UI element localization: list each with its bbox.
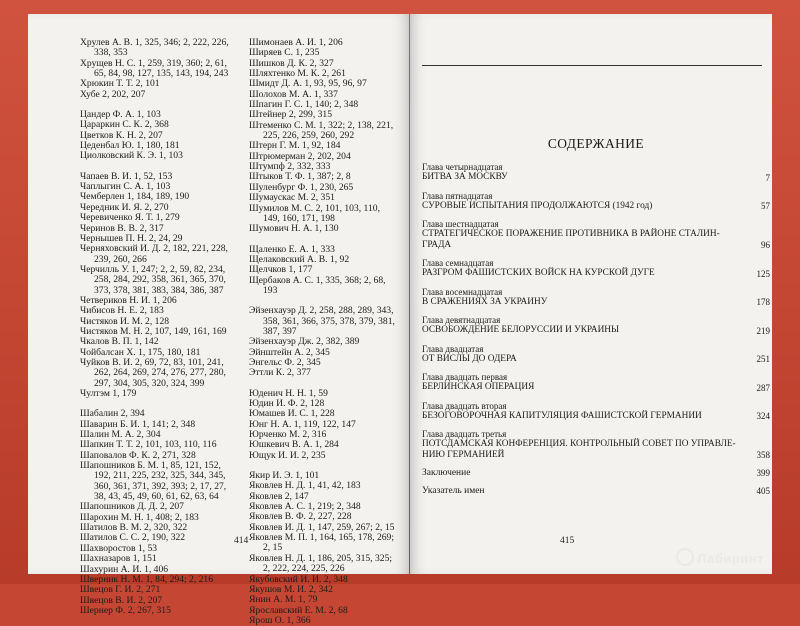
index-entry: Чистяков М. Н. 2, 107, 149, 161, 169	[80, 325, 227, 337]
index-entry: Шалин М. А. 2, 304	[80, 429, 161, 441]
index-entry: Ющук И. И. 2, 235	[249, 449, 326, 461]
watermark-logo	[676, 548, 764, 566]
toc-list	[422, 162, 770, 496]
index-entry: Хрулев А. В. 1, 325, 346; 2, 222, 226, 338, 353	[80, 37, 232, 59]
index-entry: Шолохов М. А. 1, 337	[249, 88, 338, 100]
toc-extra-title: Указатель имен	[422, 486, 485, 496]
index-entry: Шатилов В. М. 2, 320, 322	[80, 522, 188, 534]
toc-chapter-title: СУРОВЫЕ ИСПЫТАНИЯ ПРОДОЛЖАЮТСЯ (1942 год)	[422, 200, 653, 211]
right-page	[410, 14, 772, 574]
index-entry: Чемберлен 1, 184, 189, 190	[80, 191, 190, 203]
index-entry: Шумаускас М. 2, 351	[249, 192, 335, 204]
labirint-logo-icon	[676, 548, 694, 566]
index-entry: Энгельс Ф. 2, 345	[249, 356, 321, 368]
index-entry: Штумпф 2, 332, 333	[249, 161, 331, 173]
toc-title: СОДЕРЖАНИЕ	[547, 136, 645, 151]
index-entry: Янин А. М. 1, 79	[249, 594, 318, 606]
toc-page-number: 219	[756, 325, 770, 336]
index-entry: Циолковский К. Э. 1, 103	[80, 150, 183, 162]
toc-entry[interactable]	[422, 429, 770, 460]
index-entry: Шапкин Т. Т. 2, 101, 103, 110, 116	[80, 439, 217, 451]
toc-entry[interactable]	[422, 191, 770, 212]
page-number-left: 414	[234, 536, 249, 546]
page-number-right: 415	[560, 536, 575, 546]
index-entry: Юдин И. Ф. 2, 128	[249, 398, 325, 409]
index-entry: Эйзенхауэр Дж. 2, 382, 389	[249, 336, 360, 348]
index-entry: Шабалин 2, 394	[80, 408, 145, 420]
toc-page-number: 178	[756, 297, 770, 307]
index-entry: Яковлев 2, 147	[249, 490, 309, 502]
index-entry: Шахурин А. И. 1, 406	[80, 563, 169, 575]
toc-page-number: 324	[756, 411, 770, 421]
index-entry: Цандер Ф. А. 1, 103	[80, 109, 161, 121]
index-entry: Шляхтенко М. К. 2, 261	[249, 68, 346, 80]
index-entry: Штейнер 2, 299, 315	[249, 109, 333, 121]
index-entry: Юмашев И. С. 1, 228	[249, 408, 335, 420]
toc-chapter-title: БИТВА ЗА МОСКВУ	[422, 172, 508, 182]
index-entry: Чернышев П. Н. 2, 24, 29	[80, 232, 183, 244]
index-column-1	[80, 38, 230, 616]
index-entry: Шахназаров 1, 151	[80, 553, 157, 565]
index-entry: Хубе 2, 202, 207	[80, 88, 146, 100]
index-entry: Хрюкин Т. Т. 2, 101	[80, 78, 160, 90]
index-entry: Чапаев В. И. 1, 52, 153	[80, 170, 173, 182]
index-entry: Юшкевич В. А. 1, 284	[249, 439, 339, 451]
index-entry: Шаповалов Ф. К. 2, 271, 328	[80, 449, 196, 461]
index-entry: Цветков К. Н. 2, 207	[80, 129, 163, 141]
index-entry: Чкалов В. П. 1, 142	[80, 336, 159, 348]
index-entry: Шмидт Д. А. 1, 93, 95, 96, 97	[249, 78, 367, 90]
index-entry: Яковлев М. П. 1, 164, 165, 178, 269; 2, 15	[249, 532, 397, 554]
index-entry: Шумович Н. А. 1, 130	[249, 223, 339, 235]
index-entry: Якир И. Э. 1, 101	[249, 470, 320, 482]
index-entry: Шарохин М. Н. 1, 408; 2, 183	[80, 511, 199, 523]
index-entry: Щербаков А. С. 1, 335, 368; 2, 68, 193	[249, 274, 388, 296]
index-entry: Якубовский И. И. 2, 348	[249, 573, 348, 585]
index-entry: Шиpяев С. 1, 235	[249, 47, 320, 59]
toc-extra-entry[interactable]	[422, 486, 770, 496]
index-entry: Швецов В. И. 2, 207	[80, 594, 163, 606]
left-page	[28, 14, 409, 626]
index-entry: Штрюмерман 2, 202, 204	[249, 150, 351, 162]
index-entry: Хрущев Н. С. 1, 259, 319, 360; 2, 61, 65, 84, 98, 127, 135, 143, 194, 243	[80, 57, 230, 80]
index-entry: Чаплыгин С. А. 1, 103	[80, 181, 171, 193]
index-entry: Шумилов М. С. 2, 101, 103, 110, 149, 160, 171, 198	[249, 202, 383, 224]
table-of-contents	[422, 136, 770, 504]
index-entry: Черинов В. В. 2, 317	[80, 222, 164, 234]
index-entry: Чередник И. Я. 2, 270	[80, 201, 169, 213]
index-entry: Швецов Г. И. 2, 271	[80, 584, 161, 596]
toc-chapter-title: СТРАТЕГИЧЕСКОЕ ПОРАЖЕНИЕ ПРОТИВНИКА В РАЙОНЕ СТАЛИН-ГРАДА	[422, 229, 720, 250]
index-entry: Шапошников Д. Д. 2, 207	[80, 501, 184, 513]
index-entry: Черчилль У. 1, 247; 2, 2, 59, 82, 234, 258, 284, 292, 358, 361, 365, 370, 373, 378, 381, 383, 384, 386, 387	[80, 263, 229, 296]
index-entry: Чойбалсан Х. 1, 175, 180, 181	[80, 346, 201, 358]
index-entry: Юденич Н. Н. 1, 59	[249, 387, 328, 399]
index-entry: Ярош О. 1, 366	[249, 614, 311, 626]
index-entry: Шернер Ф. 2, 267, 315	[80, 604, 171, 616]
index-entry: Юрченко М. 2, 316	[249, 429, 327, 441]
toc-page-number: 125	[756, 268, 770, 279]
toc-extra-title: Заключение	[422, 468, 471, 478]
index-entry: Черевиченко Я. Т. 1, 279	[80, 212, 180, 224]
toc-chapter-label: Глава восемнадцатая	[422, 286, 503, 297]
top-rule	[422, 65, 762, 66]
toc-entry[interactable]	[422, 315, 770, 336]
index-entry: Щелаковский А. В. 1, 92	[249, 253, 350, 265]
toc-entry[interactable]	[422, 219, 770, 250]
index-entry: Шатилов С. С. 2, 190, 322	[80, 532, 186, 544]
toc-chapter-title: БЕРЛИНСКАЯ ОПЕРАЦИЯ	[422, 382, 535, 392]
index-entry: Яковлев А. С. 1, 219; 2, 348	[249, 501, 361, 513]
toc-entry[interactable]	[422, 258, 770, 279]
toc-entry[interactable]	[422, 372, 770, 393]
toc-chapter-label: Глава четырнадцатая	[422, 162, 503, 172]
toc-chapter-label: Глава двадцать вторая	[422, 400, 507, 411]
index-entry: Яковлев В. Ф. 2, 227, 228	[249, 511, 352, 523]
toc-chapter-title: БЕЗОГОВОРОЧНАЯ КАПИТУЛЯЦИЯ ФАШИСТСКОЙ ГЕРМАНИИ	[422, 410, 702, 421]
index-entry: Эйнштейн А. 2, 345	[249, 346, 330, 358]
toc-entry[interactable]	[422, 401, 770, 422]
toc-chapter-label: Глава девятнадцатая	[422, 315, 501, 325]
index-entry: Шимонаев А. И. 1, 206	[249, 37, 343, 48]
index-entry: Чибисов Н. Е. 2, 183	[80, 305, 164, 317]
toc-page-number: 7	[765, 172, 770, 183]
index-entry: Шпагин Г. С. 1, 140; 2, 348	[249, 99, 359, 111]
index-entry: Четвериков Н. И. 1, 206	[80, 294, 177, 306]
index-entry: Яковлев Н. Д. 1, 186, 205, 315, 325; 2, 222, 224, 225, 226	[249, 552, 395, 575]
index-entry: Якушов М. И. 2, 342	[249, 583, 333, 595]
toc-chapter-label: Глава двадцатая	[422, 343, 484, 354]
toc-page-number: 399	[756, 468, 770, 478]
toc-page-number: 96	[761, 240, 770, 250]
toc-entry[interactable]	[422, 287, 770, 308]
index-entry: Чистяков И. М. 2, 128	[80, 315, 170, 327]
toc-page-number: 358	[756, 450, 770, 460]
toc-extra-entry[interactable]	[422, 468, 770, 478]
index-entry: Шверник Н. М. 1, 84, 294; 2, 216	[80, 573, 214, 585]
index-entry: Шаварин Б. И. 1, 141; 2, 348	[80, 418, 196, 430]
index-entry: Штыков Т. Ф. 1, 387; 2, 8	[249, 171, 351, 183]
toc-chapter-title: В СРАЖЕНИЯХ ЗА УКРАИНУ	[422, 296, 548, 307]
index-entry: Юнг Н. А. 1, 119, 122, 147	[249, 418, 356, 430]
index-entry: Штерн Г. М. 1, 92, 184	[249, 140, 341, 152]
toc-chapter-label: Глава двадцать третья	[422, 429, 507, 439]
toc-chapter-title: ПОТСДАМСКАЯ КОНФЕРЕНЦИЯ. КОНТРОЛЬНЫЙ СОВЕТ ПО УПРАВЛЕ-НИЮ ГЕРМАНИЕЙ	[422, 439, 736, 460]
toc-chapter-title: ОТ ВИСЛЫ ДО ОДЕРА	[422, 353, 517, 364]
index-entry: Шапошников Б. М. 1, 85, 121, 152, 192, 211, 225, 232, 325, 344, 345, 360, 361, 371, 392, 393; 2, 17, 27, 38, 43, 45, 49, 60, 61, 62, 63, 64	[80, 460, 229, 503]
watermark-text: Лабиринт	[697, 551, 764, 566]
index-entry: Щелчков 1, 177	[249, 264, 313, 276]
toc-chapter-label: Глава семнадцатая	[422, 258, 494, 268]
toc-chapter-title: ОСВОБОЖДЕНИЕ БЕЛОРУССИИ И УКРАИНЫ	[422, 325, 620, 335]
toc-chapter-label: Глава шестнадцатая	[422, 219, 499, 229]
index-entry: Цеденбал Ю. 1, 180, 181	[80, 140, 180, 152]
toc-chapter-label: Глава двадцать первая	[422, 372, 508, 382]
toc-page-number: 57	[761, 201, 770, 211]
index-entry: Цаpаpкин С. К. 2, 368	[80, 119, 169, 131]
index-entry: Штеменко С. М. 1, 322; 2, 138, 221, 225, 226, 259, 260, 292	[249, 119, 396, 142]
index-entry: Черняховский И. Д. 2, 182, 221, 228, 239, 260, 266	[80, 243, 231, 265]
toc-page-number: 287	[756, 382, 770, 393]
index-entry: Яковлев Н. Д. 1, 41, 42, 183	[249, 480, 361, 492]
index-entry: Ярославский Е. М. 2, 68	[249, 604, 348, 616]
index-entry: Шишков Д. К. 2, 327	[249, 57, 334, 69]
index-entry: Чултэм 1, 179	[80, 388, 137, 399]
toc-chapter-title: РАЗГРОМ ФАШИСТСКИХ ВОЙСК НА КУРСКОЙ ДУГЕ	[422, 268, 655, 278]
index-entry: Эттли К. 2, 377	[249, 367, 311, 379]
toc-entry[interactable]	[422, 344, 770, 365]
toc-page-number: 251	[756, 354, 770, 364]
index-entry: Шуленбург Ф. 1, 230, 265	[249, 181, 354, 193]
toc-page-number: 405	[756, 486, 770, 496]
index-entry: Чуйков В. И. 2, 69, 72, 83, 101, 241, 262, 264, 269, 274, 276, 277, 280, 297, 304, 305, 320, 324, 399	[80, 356, 229, 389]
toc-entry[interactable]	[422, 162, 770, 183]
index-entry: Шахворостов 1, 53	[80, 542, 158, 554]
index-column-2	[249, 38, 399, 626]
index-entry: Эйзенхауэр Д. 2, 258, 288, 289, 343, 358, 361, 366, 375, 378, 379, 381, 387, 397	[249, 305, 398, 337]
toc-chapter-label: Глава пятнадцатая	[422, 190, 493, 201]
index-entry: Щаленко Е. А. 1, 333	[249, 243, 335, 255]
index-entry: Яковлев И. Д. 1, 147, 259, 267; 2, 15	[249, 521, 395, 533]
